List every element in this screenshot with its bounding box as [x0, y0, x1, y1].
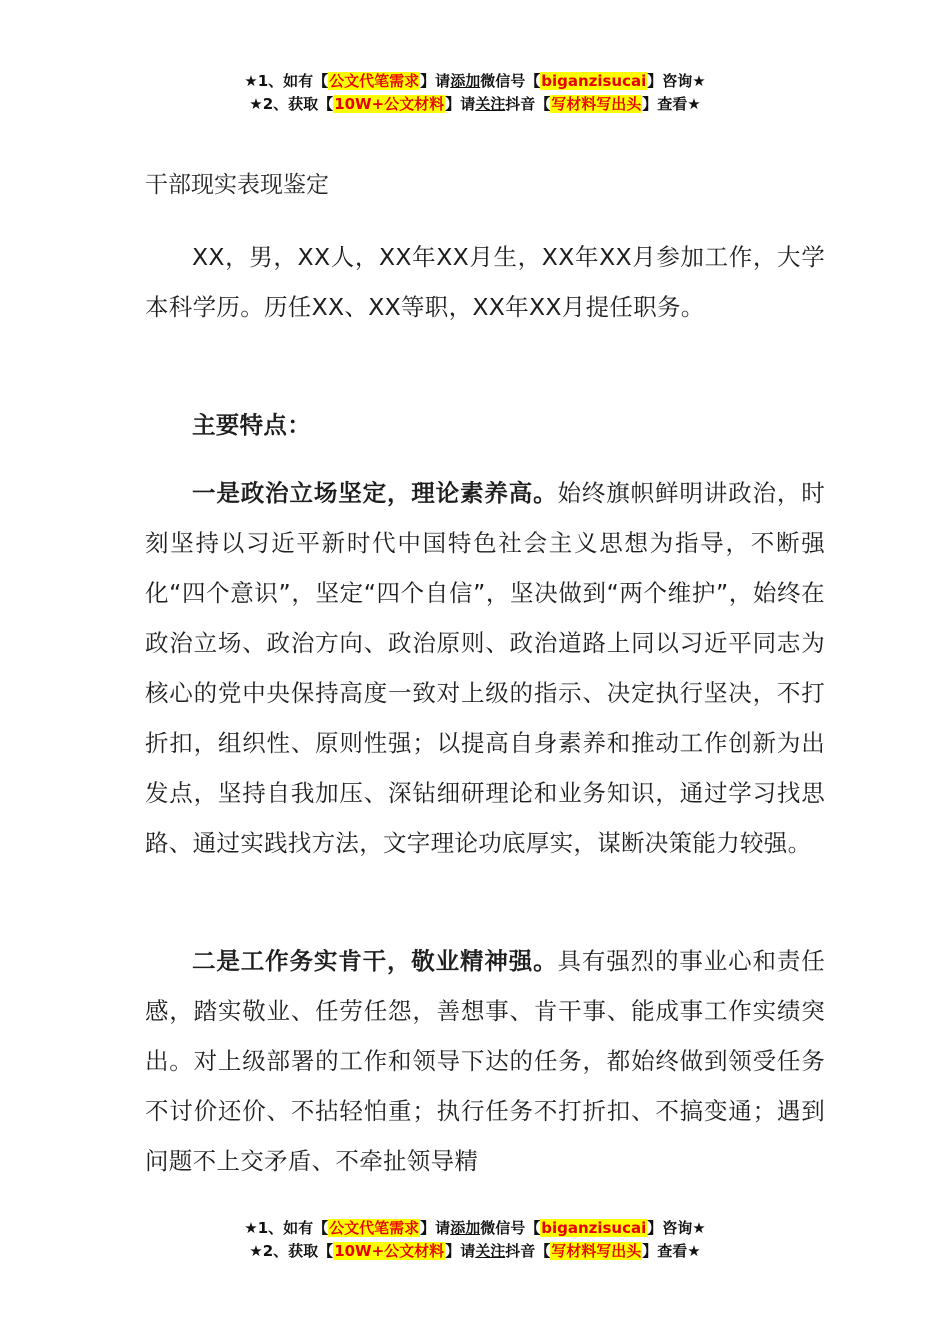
point-one-paragraph — [145, 468, 825, 868]
promo-underlined-text: 添加 — [450, 72, 481, 90]
document-title: 干部现实表现鉴定 — [145, 172, 329, 198]
promo-text: 】请 — [445, 95, 476, 113]
promo-line-2 — [0, 1240, 950, 1263]
intro-paragraph: XX，男，XX人，XX年XX月生，XX年XX月参加工作，大学本科学历。历任XX、XX等职，XX年XX月提任职务。 — [145, 243, 825, 321]
point-one-text: 始终旗帜鲜明讲政治，时刻坚持以习近平新时代中国特色社会主义思想为指导，不断强化“四个意识”，坚定“四个自信”，坚决做到“两个维护”，始终在政治立场、政治方向、政治原则、政治道路上同以习近平同志为核心的党中央保持高度一致对上级的指示、决定执行坚决，不打折扣，组织性、原则性强；以提高自身素养和推动工作创新为出发点，坚持自我加压、深钻细研理论和业务知识，通过学习找思路、通过实践找方法，文字理论功底厚实，谋断决策能力较强。 — [145, 479, 825, 857]
promo-line-1 — [0, 70, 950, 93]
promo-line-2 — [0, 93, 950, 116]
promo-text: 】咨询★ — [647, 72, 706, 90]
promo-text: ★1、如有【 — [244, 1219, 329, 1237]
promo-highlight-service: 公文代笔需求 — [329, 1219, 420, 1237]
point-one-lead: 一是政治立场坚定，理论素养高。 — [192, 479, 558, 507]
promo-text: 】请 — [420, 72, 451, 90]
promo-highlight-materials: 10W+公文材料 — [334, 95, 445, 113]
promo-text: 】查看★ — [642, 1242, 701, 1260]
promo-text: ★1、如有【 — [244, 72, 329, 90]
point-two-paragraph — [145, 936, 825, 1186]
promo-underlined-text: 关注 — [475, 1242, 506, 1260]
promo-text: 】查看★ — [642, 95, 701, 113]
promo-highlight-douyin: 写材料写出头 — [551, 1242, 642, 1260]
promo-text: ★2、获取【 — [249, 1242, 334, 1260]
point-two-text: 具有强烈的事业心和责任感，踏实敬业、任劳任怨，善想事、肯干事、能成事工作实绩突出。对上级部署的工作和领导下达的任务，都始终做到领受任务不讨价还价、不拈轻怕重；执行任务不打折扣、不搞变通；遇到问题不上交矛盾、不牵扯领导精 — [145, 947, 825, 1175]
promo-text: 抖音【 — [505, 1242, 551, 1260]
promo-highlight-douyin: 写材料写出头 — [551, 95, 642, 113]
promo-highlight-service: 公文代笔需求 — [329, 72, 420, 90]
point-two-lead: 二是工作务实肯干，敬业精神强。 — [192, 947, 558, 975]
promo-highlight-wechat-id: biganzisucai — [541, 72, 647, 90]
promo-text: ★2、获取【 — [249, 95, 334, 113]
promo-underlined-text: 关注 — [475, 95, 506, 113]
promo-text: 】咨询★ — [647, 1219, 706, 1237]
promo-underlined-text: 添加 — [450, 1219, 481, 1237]
promo-text: 微信号【 — [480, 1219, 541, 1237]
promo-text: 】请 — [445, 1242, 476, 1260]
promo-text: 】请 — [420, 1219, 451, 1237]
promo-highlight-wechat-id: biganzisucai — [541, 1219, 647, 1237]
header-promo-banner — [0, 70, 950, 116]
features-heading: 主要特点： — [192, 411, 311, 439]
footer-promo-banner — [0, 1217, 950, 1263]
promo-text: 微信号【 — [480, 72, 541, 90]
promo-line-1 — [0, 1217, 950, 1240]
promo-text: 抖音【 — [505, 95, 551, 113]
promo-highlight-materials: 10W+公文材料 — [334, 1242, 445, 1260]
